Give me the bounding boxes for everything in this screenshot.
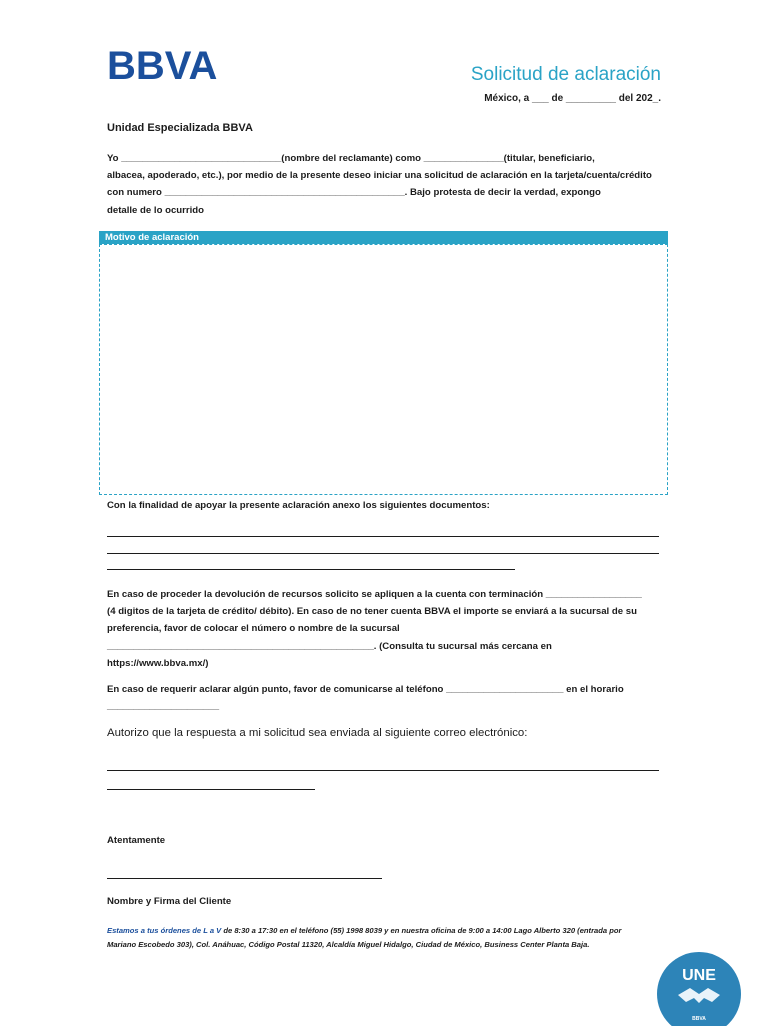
documents-blank-line[interactable] xyxy=(107,569,515,570)
contact-line: En caso de requerir aclarar algún punto, favor de comunicarse al teléfono ______________________ en el horario xyxy=(107,684,624,695)
refund-paragraph xyxy=(107,586,661,672)
refund-line: preferencia, favor de colocar el número o nombre de la sucursal xyxy=(107,623,400,635)
date-line: México, a ___ de _________ del 202_. xyxy=(484,93,661,104)
bbva-logo-text: BBVA xyxy=(107,46,218,84)
documents-blank-line[interactable] xyxy=(107,553,659,554)
footer-hours-highlight: Estamos a tus órdenes de L a V xyxy=(107,926,222,935)
refund-line: (4 digitos de la tarjeta de crédito/ débito). En caso de no tener cuenta BBVA el importe se enviará a la sucursal de su xyxy=(107,606,637,618)
documents-blank-line[interactable] xyxy=(107,536,659,537)
intro-line: con numero _____________________________________________. Bajo protesta de decir la verdad, expongo xyxy=(107,187,601,199)
footer-contact-info: de 8:30 a 17:30 en el teléfono (55) 1998 8039 y en nuestra oficina de 9:00 a 14:00 Lago Alberto 320 (entrada por Mariano Escobedo 303), Col. Anáhuac, Código Postal 11320, Alcaldía Miguel Hidalgo, Ciudad de México, Business Center Planta Baja. xyxy=(107,926,622,949)
refund-line: __________________________________________________. (Consulta tu sucursal más cercana en xyxy=(107,640,552,652)
unit-title: Unidad Especializada BBVA xyxy=(107,122,253,134)
une-badge-text: UNE xyxy=(682,967,716,984)
motivo-label: Motivo de aclaración xyxy=(105,232,199,243)
atentamente-label: Atentamente xyxy=(107,835,166,846)
une-badge-subtext: BBVA xyxy=(692,1016,706,1022)
intro-line: albacea, apoderado, etc.), por medio de la presente deseo iniciar una solicitud de aclaración en la tarjeta/cuenta/crédito xyxy=(107,170,652,182)
bbva-logo xyxy=(107,46,229,84)
email-blank-line[interactable] xyxy=(107,770,659,771)
intro-line: detalle de lo ocurrido xyxy=(107,204,205,216)
authorize-text: Autorizo que la respuesta a mi solicitud sea enviada al siguiente correo electrónico: xyxy=(107,727,528,739)
documents-label: Con la finalidad de apoyar la presente aclaración anexo los siguientes documentos: xyxy=(107,500,490,511)
signature-line[interactable] xyxy=(107,878,382,879)
intro-paragraph xyxy=(107,150,661,219)
contact-line: _____________________ xyxy=(107,701,220,713)
page-title: Solicitud de aclaración xyxy=(470,64,661,85)
motivo-textarea[interactable] xyxy=(99,244,668,495)
footer-note xyxy=(107,924,647,951)
refund-line: https://www.bbva.mx/) xyxy=(107,657,209,669)
signature-label: Nombre y Firma del Cliente xyxy=(107,896,232,907)
refund-line: En caso de proceder la devolución de recursos solicito se apliquen a la cuenta con terminación __________________ xyxy=(107,589,642,600)
une-badge-icon xyxy=(656,950,742,1026)
contact-paragraph xyxy=(107,681,661,715)
email-blank-line[interactable] xyxy=(107,789,315,790)
intro-line: Yo ______________________________(nombre del reclamante) como _______________(titular, beneficiario, xyxy=(107,153,595,164)
